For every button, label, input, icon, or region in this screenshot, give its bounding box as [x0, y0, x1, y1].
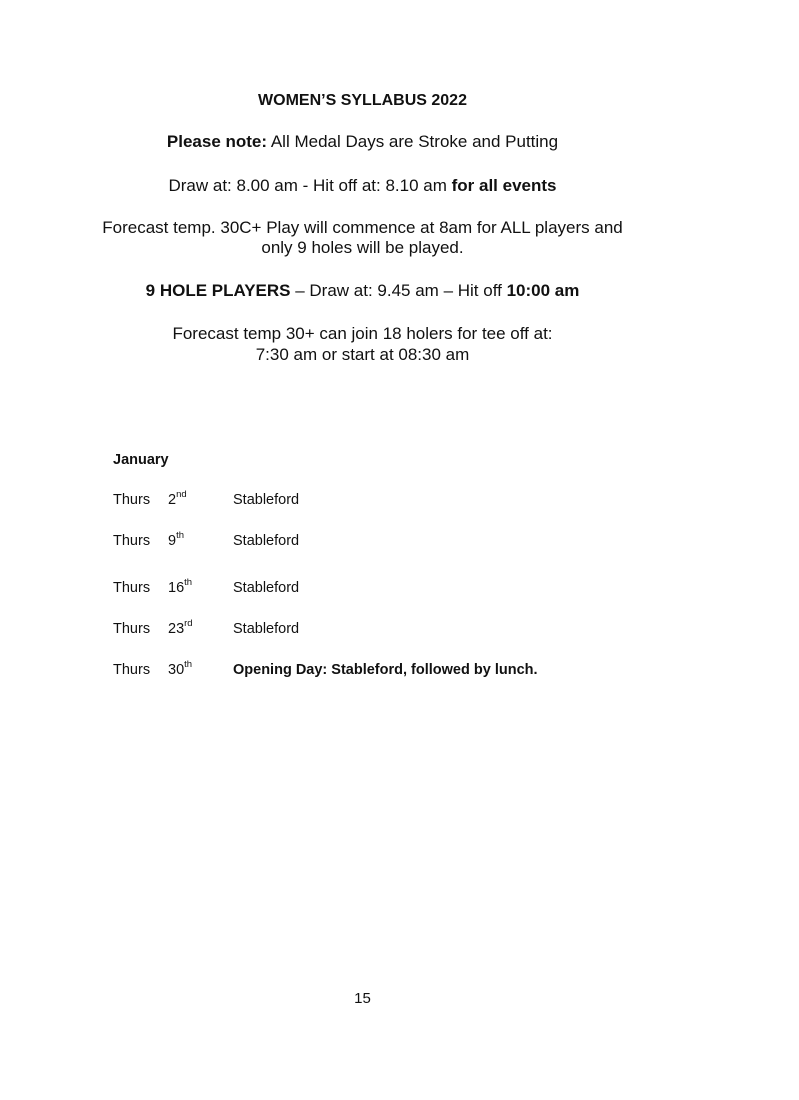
event-name: Stableford — [233, 533, 300, 549]
event-day: Thurs — [113, 621, 151, 637]
event-row — [113, 659, 713, 682]
event-name: Opening Day: Stableford, followed by lunch. — [233, 662, 538, 678]
event-date: 23rd — [168, 618, 193, 637]
event-day: Thurs — [113, 492, 151, 508]
forecast2-line-2: 7:30 am or start at 08:30 am — [255, 345, 470, 364]
forecast-line-2: only 9 holes will be played. — [261, 238, 464, 257]
medal-note — [0, 131, 725, 152]
page-number: 15 — [354, 990, 371, 1007]
page-title: WOMEN’S SYLLABUS 2022 — [258, 92, 467, 109]
event-day: Thurs — [113, 580, 151, 596]
nine-hole-label: 9 HOLE PLAYERS — [145, 281, 291, 300]
event-name: Stableford — [233, 492, 300, 508]
event-date: 16th — [168, 577, 193, 596]
event-name: Stableford — [233, 621, 300, 637]
draw-bold: for all events — [451, 176, 557, 195]
forecast2-line-1: Forecast temp 30+ can join 18 holers for tee off at: — [172, 324, 553, 343]
draw-text: Draw at: 8.00 am - Hit off at: 8.10 am — [168, 176, 452, 195]
event-name: Stableford — [233, 580, 300, 596]
event-row — [113, 489, 713, 512]
month-heading: January — [113, 452, 169, 468]
event-date: 9th — [168, 530, 185, 549]
event-row — [113, 530, 713, 553]
event-date: 30th — [168, 659, 193, 678]
nine-hole-text: – Draw at: 9.45 am – Hit off — [290, 281, 507, 300]
event-row — [113, 618, 713, 641]
nine-hole-time: 10:00 am — [506, 281, 580, 300]
nine-hole-info — [0, 280, 725, 301]
event-day: Thurs — [113, 662, 151, 678]
event-day: Thurs — [113, 533, 151, 549]
note-label: Please note: — [166, 132, 268, 151]
forecast-line-1: Forecast temp. 30C+ Play will commence at 8am for ALL players and — [102, 218, 623, 237]
event-row — [113, 577, 713, 600]
note-text: All Medal Days are Stroke and Putting — [267, 132, 559, 151]
draw-times — [0, 175, 725, 196]
event-date: 2nd — [168, 489, 187, 508]
